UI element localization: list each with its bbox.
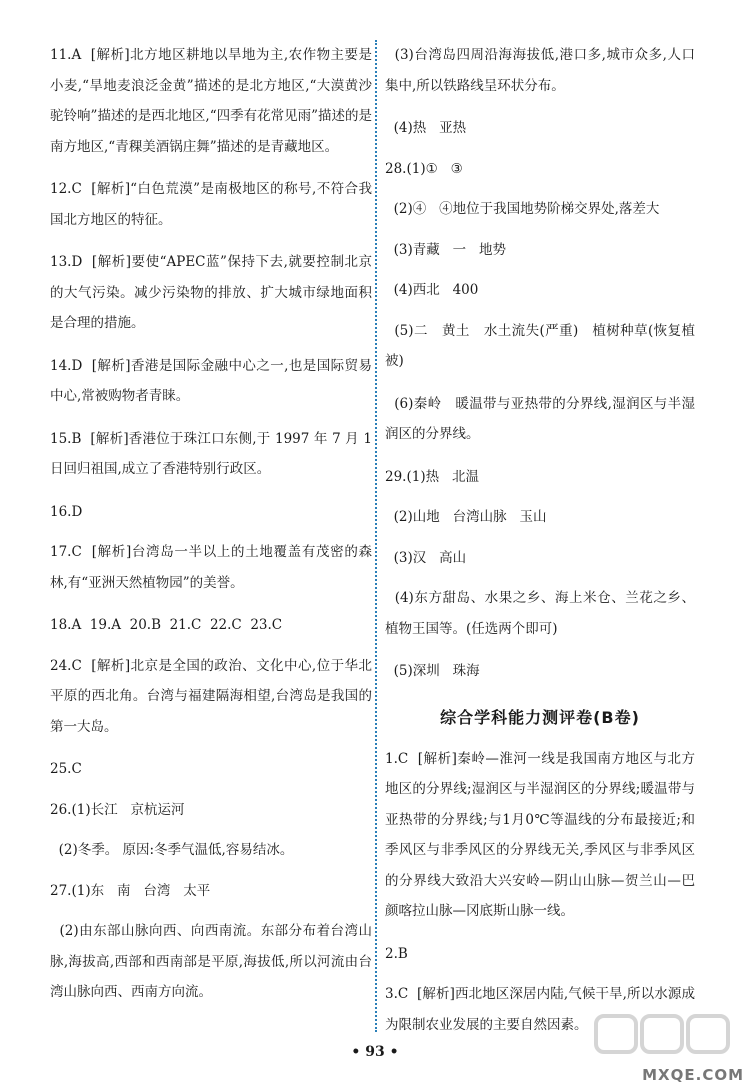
answer-28-4: (4)西北 400 — [385, 282, 479, 298]
answer-29-5: (5)深圳 珠海 — [385, 663, 480, 679]
answer-17: 17.C [解析]台湾岛一半以上的土地覆盖有茂密的森林,有“亚洲天然植物园”的美誉。 — [50, 544, 372, 591]
answer-28-1: 28.(1)① ③ — [385, 160, 463, 177]
answer-15: 15.B [解析]香港位于珠江口东侧,于 1997 年 7 月 1 日回归祖国,成立了香港特别行政区。 — [50, 430, 377, 477]
answer-28-2: (2)④ ④地位于我国地势阶梯交界处,落差大 — [385, 201, 660, 217]
left-column — [50, 40, 377, 1020]
answer-12: 12.C [解析]“白色荒漠”是南极地区的称号,不符合我国北方地区的特征。 — [50, 181, 372, 228]
watermark-text: MXQE.COM — [642, 1066, 744, 1084]
answer-13: 13.D [解析]要使“APEC蓝”保持下去,就要控制北京的大气污染。减少污染物的排放、扩大城市绿地面积是合理的措施。 — [50, 254, 372, 331]
answer-26-1: 26.(1)长江 京杭运河 — [50, 801, 185, 818]
answer-27-3: (3)台湾岛四周沿海海拔低,港口多,城市众多,人口集中,所以铁路线呈环状分布。 — [385, 47, 695, 94]
answer-27-2: (2)由东部山脉向西、向西南流。东部分布着台湾山脉,海拔高,西部和西南部是平原,海拔低,所以河流由台湾山脉向西、西南方向流。 — [50, 923, 372, 1000]
answer-29-1: 29.(1)热 北温 — [385, 468, 479, 485]
b-answer-2: 2.B — [385, 945, 408, 962]
answer-26-2: (2)冬季。 原因:冬季气温低,容易结冰。 — [50, 842, 294, 858]
section-title: 综合学科能力测评卷(B卷) — [440, 707, 640, 727]
answer-28-5: (5)二 黄土 水土流失(严重) 植树种草(恢复植被) — [385, 322, 695, 369]
answer-14: 14.D [解析]香港是国际金融中心之一,也是国际贸易中心,常被购物者青睐。 — [50, 357, 372, 404]
right-column — [385, 40, 695, 1052]
answer-28-3: (3)青藏 一 地势 — [385, 241, 506, 258]
answer-16: 16.D — [50, 503, 83, 520]
answer-29-4: (4)东方甜岛、水果之乡、海上米仓、兰花之乡、植物王国等。(任选两个即可) — [385, 590, 695, 637]
answer-27-1: 27.(1)东 南 台湾 太平 — [50, 882, 211, 899]
answer-11: 11.A [解析]北方地区耕地以旱地为主,农作物主要是小麦,“旱地麦浪泛金黄”描述的是北方地区,“大漠黄沙驼铃响”描述的是西北地区,“四季有花常见雨”描述的是南方地区,“青稞美酒锅庄舞”描述的是青藏地区。 — [50, 47, 372, 155]
answer-29-2: (2)山地 台湾山脉 玉山 — [385, 509, 547, 525]
b-answer-1: 1.C [解析]秦岭—淮河一线是我国南方地区与北方地区的分界线;湿润区与半湿润区的分界线;暖温带与亚热带的分界线;与1月0℃等温线的分布最接近;和季风区与非季风区的分界线无关,季风区与非季风区的分界线大致沿大兴安岭—阴山山脉—贺兰山—巴颜喀拉山脉—冈底斯山脉一线。 — [385, 750, 695, 919]
answer-27-4: (4)热 亚热 — [385, 120, 467, 136]
page-number: • 93 • — [351, 1044, 399, 1060]
b-answer-3: 3.C [解析]西北地区深居内陆,气候干旱,所以水源成为限制农业发展的主要自然因素。 — [385, 986, 695, 1033]
answer-29-3: (3)汉 高山 — [385, 549, 467, 566]
answer-24: 24.C [解析]北京是全国的政治、文化中心,位于华北平原的西北角。台湾与福建隔海相望,台湾岛是我国的第一大岛。 — [50, 657, 372, 735]
answer-28-6: (6)秦岭 暖温带与亚热带的分界线,湿润区与半湿润区的分界线。 — [385, 395, 695, 442]
answer-25: 25.C — [50, 761, 82, 777]
answer-18-23: 18.A 19.A 20.B 21.C 22.C 23.C — [50, 617, 283, 633]
column-divider — [375, 40, 377, 1032]
